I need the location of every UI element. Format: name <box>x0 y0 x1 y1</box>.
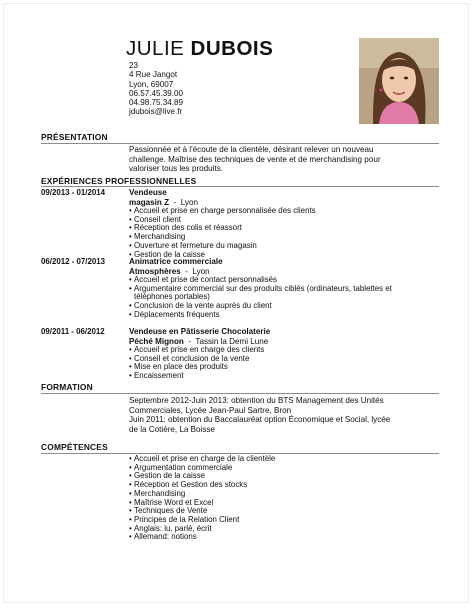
job-title: Vendeuse en Pâtisserie Chocolaterie <box>129 327 271 336</box>
job-company: Péché Mignon <box>129 336 184 346</box>
list-item: • Merchandising <box>129 490 449 499</box>
job-title: Vendeuse <box>129 188 167 197</box>
list-item: • Accueil et prise en charge personnalisée des clients <box>129 207 449 216</box>
last-name: DUBOIS <box>190 37 274 60</box>
list-item: • Encaissement <box>129 372 449 381</box>
presentation-text <box>129 145 449 174</box>
list-item: • Gestion de la caisse <box>129 251 449 260</box>
job-company: magasin Z <box>129 197 170 207</box>
contact-email: jdubois@live.fr <box>129 107 183 117</box>
list-item: • Allemand: notions <box>129 533 449 542</box>
list-item: • Principes de la Relation Client <box>129 516 449 525</box>
job-company: Atmosphères <box>129 266 181 276</box>
list-item: • Gestion de la caisse <box>129 472 449 481</box>
section-rule <box>41 393 439 394</box>
list-item: • Maîtrise Word et Excel <box>129 499 449 508</box>
section-rule <box>41 186 439 187</box>
list-item: • Argumentation commerciale <box>129 464 449 473</box>
job-dates: 09/2011 - 06/2012 <box>41 327 105 336</box>
job-location: - Lyon <box>180 266 210 276</box>
job-tasks <box>129 346 449 381</box>
section-heading-experience: EXPÉRIENCES PROFESSIONNELLES <box>41 176 197 186</box>
candidate-name <box>126 37 273 61</box>
formation-line: Commerciales, Lycée Jean-Paul Sartre, Bron <box>129 405 292 415</box>
job-title: Animatrice commerciale <box>129 257 223 266</box>
skills-list-wrapper <box>129 455 449 542</box>
list-item: • Anglais: lu, parlé, écrit <box>129 525 449 534</box>
section-rule <box>41 143 439 144</box>
contact-number: 23 <box>129 61 139 70</box>
job-dates: 09/2013 - 01/2014 <box>41 188 106 197</box>
list-item: • Déplacements fréquents <box>129 311 449 320</box>
contact-mobile: 06.57.45.39.00 <box>129 88 184 98</box>
list-item: • Argumentaire commercial sur des produits ciblés (ordinateurs, tablettes et <box>129 285 449 294</box>
section-heading-skills: COMPÉTENCES <box>41 442 108 452</box>
presentation-line: valoriser tous les produits. <box>129 164 224 173</box>
job-tasks <box>129 207 449 259</box>
formation-line: Septembre 2012-Juin 2013: obtention du BTS Management des Unités <box>129 396 384 405</box>
job-entry <box>129 188 449 259</box>
resume-page <box>3 3 469 603</box>
list-item: • Conseil client <box>129 216 449 225</box>
list-item: • Conclusion de la vente auprès du client <box>129 302 449 311</box>
list-item: • Accueil et prise en charge des clients <box>129 346 449 355</box>
list-item: • Accueil et prise en charge de la clientèle <box>129 455 449 464</box>
job-tasks <box>129 276 449 320</box>
contact-street: 4 Rue Jangot <box>129 70 178 80</box>
list-item: • Accueil et prise de contact personnalisés <box>129 276 449 285</box>
formation-text <box>129 396 449 434</box>
list-item: • Ouverture et fermeture du magasin <box>129 242 449 251</box>
job-location: - Lyon <box>169 197 198 207</box>
job-entry <box>129 257 449 320</box>
section-heading-presentation: PRÉSENTATION <box>41 132 108 142</box>
profile-photo <box>359 38 439 124</box>
job-dates: 06/2012 - 07/2013 <box>41 257 106 266</box>
list-item-continuation: téléphones portables) <box>134 292 210 302</box>
job-location: - Tassin la Demi Lune <box>183 336 269 346</box>
first-name: JULIE <box>126 37 185 60</box>
formation-line: Juin 2011: obtention du Baccalauréat option Économique et Social, lycée <box>129 415 391 424</box>
skills-list <box>129 455 449 542</box>
list-item: • Réception et Gestion des stocks <box>129 481 449 490</box>
list-item: • Merchandising <box>129 233 449 242</box>
list-item: • Conseil et conclusion de la vente <box>129 355 449 364</box>
presentation-line: challenge. Maîtrise des techniques de vente et de merchandising pour <box>129 154 381 164</box>
list-item: • Réception des colis et réassort <box>129 224 449 233</box>
presentation-line: Passionnée et à l'écoute de la clientèle, désirant relever un nouveau <box>129 145 374 154</box>
list-item: • Mise en place des produits <box>129 363 449 372</box>
job-entry <box>129 327 449 381</box>
contact-block <box>129 61 183 117</box>
contact-city: Lyon, 69007 <box>129 79 174 89</box>
list-item: • Techniques de Vente <box>129 507 449 516</box>
section-heading-formation: FORMATION <box>41 382 93 392</box>
formation-line: de la Cotière, La Boisse <box>129 424 215 434</box>
contact-phone: 04.98.75.34.89 <box>129 98 184 108</box>
